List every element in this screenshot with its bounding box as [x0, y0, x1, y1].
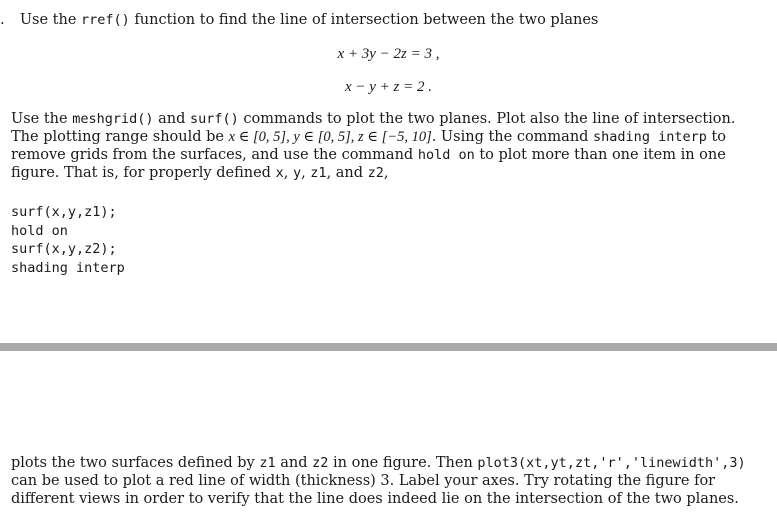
p1-text: commands to plot the two planes. Plot also the line of intersection. The plotting range should be	[11, 111, 736, 145]
p2-text: and	[275, 455, 313, 471]
rref-function: rref()	[81, 12, 130, 28]
equation-1: x + 3y − 2z = 3 ,	[337, 46, 440, 62]
code-line: surf(x,y,z1);	[11, 204, 117, 220]
lead-mark: .	[0, 12, 5, 28]
intro-text-a: Use the	[19, 12, 82, 28]
var-z2: z2	[367, 165, 384, 181]
p1-text: to plot more than one item in one figure. That is, for properly defined	[11, 147, 726, 181]
p2-text: in one figure. Then	[328, 455, 478, 471]
var-y: y	[292, 165, 302, 181]
p1-text: Use the	[11, 111, 73, 127]
p2-text: plots the two surfaces defined by	[11, 455, 260, 471]
code-line: shading interp	[11, 259, 125, 276]
p1-text: to remove grids from the surfaces, and use the command	[11, 129, 727, 163]
p1-text: . Using the command	[431, 129, 594, 145]
p1-text: ,	[283, 165, 293, 181]
p2-text: can be used to plot a red line of width (thickness) 3. Label your axes. Try rotating the figure for different views in order to verify that the line does indeed lie on the intersection of the two planes.	[11, 473, 739, 507]
code-line: surf(x,y,z2);	[11, 241, 117, 257]
var-z1: z1	[259, 455, 276, 471]
section-divider	[0, 343, 777, 351]
surf-code: surf()	[189, 111, 239, 127]
equation-2: x − y + z = 2 .	[344, 79, 433, 95]
var-z2: z2	[312, 455, 329, 471]
p1-text: , and	[326, 165, 368, 181]
plot-range: x ∈ [0, 5], y ∈ [0, 5], z ∈ [−5, 10]	[228, 129, 432, 145]
code-block	[11, 203, 125, 277]
var-z1: z1	[310, 165, 327, 181]
intro-line	[0, 10, 598, 30]
intro-text-b: function to find the line of intersection between the two planes	[129, 12, 599, 28]
var-x: x	[275, 165, 284, 181]
code-line: hold on	[11, 222, 68, 239]
meshgrid-code: meshgrid()	[72, 111, 154, 127]
p1-text: ,	[301, 165, 311, 181]
p1-text: and	[153, 111, 190, 127]
p1-text: ,	[383, 165, 389, 181]
hold-on-code: hold on	[417, 147, 475, 163]
plot3-code: plot3(xt,yt,zt,'r','linewidth',3)	[477, 455, 746, 471]
shading-interp-code: shading interp	[593, 129, 707, 145]
paragraph-2	[11, 454, 767, 508]
paragraph-1	[11, 110, 767, 182]
